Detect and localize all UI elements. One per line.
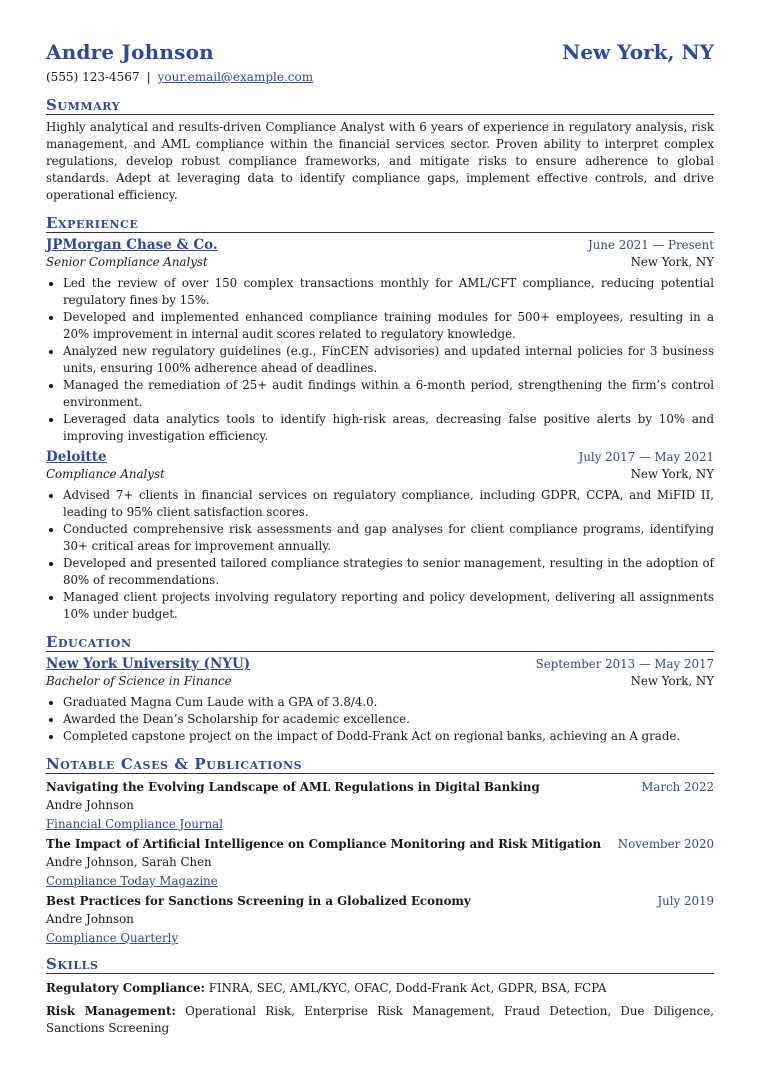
education-heading: Education [46,633,714,652]
bullet-item: • Developed and implemented enhanced compliance training modules for 500+ employees, resulting in a 20% improvement in internal audit scores related to regulatory knowledge. [63,309,714,343]
job-role: Compliance Analyst [46,467,165,481]
bullet-item: • Conducted comprehensive risk assessments and gap analyses for client compliance programs, identifying 30+ critical areas for improvement annually. [63,521,714,555]
publication-venue-link[interactable]: Compliance Today Magazine [46,874,218,888]
job-bullets [46,487,714,623]
phone-number: (555) 123-4567 [46,70,140,84]
publication-item [46,837,714,888]
skill-line [46,980,714,997]
education-entry [46,656,714,745]
skill-line [46,1003,714,1037]
publication-authors: Andre Johnson [46,798,134,812]
candidate-name: Andre Johnson [46,40,214,64]
job-bullets [46,275,714,445]
publication-venue-link[interactable]: Compliance Quarterly [46,931,179,945]
publication-title: Best Practices for Sanctions Screening in a Globalized Economy [46,894,471,908]
summary-heading: Summary [46,96,714,115]
header [46,40,714,64]
education-dates: September 2013 — May 2017 [535,657,714,671]
bullet-item: • Analyzed new regulatory guidelines (e.g., FinCEN advisories) and updated internal policies for 3 business units, ensuring 100% adherence ahead of deadlines. [63,343,714,377]
bullet-item: • Completed capstone project on the impact of Dodd-Frank Act on regional banks, achieving an A grade. [63,728,714,745]
publication-title: Navigating the Evolving Landscape of AML Regulations in Digital Banking [46,780,540,794]
skill-value: Operational Risk, Enterprise Risk Management, Fraud Detection, Due Diligence, Sanctions Screening [46,1004,714,1035]
publication-authors: Andre Johnson [46,912,134,926]
contact-separator: | [146,70,151,84]
job-entry [46,237,714,445]
job-entry [46,449,714,623]
bullet-item: • Managed client projects involving regulatory reporting and policy development, delivering all assignments 10% under budget. [63,589,714,623]
experience-heading: Experience [46,214,714,233]
job-org-link[interactable]: Deloitte [46,449,107,465]
degree: Bachelor of Science in Finance [46,674,232,688]
job-org-link[interactable]: JPMorgan Chase & Co. [46,237,218,253]
publication-title: The Impact of Artificial Intelligence on Compliance Monitoring and Risk Mitigation [46,837,602,851]
publication-authors: Andre Johnson, Sarah Chen [46,855,212,869]
skill-label: Risk Management: [46,1004,176,1018]
email-link[interactable]: your.email@example.com [157,70,314,84]
skill-value: FINRA, SEC, AML/KYC, OFAC, Dodd-Frank Act, GDPR, BSA, FCPA [208,981,607,995]
summary-text: Highly analytical and results-driven Compliance Analyst with 6 years of experience in regulatory analysis, risk management, and AML compliance within the financial services sector. Proven ability to interpret complex regulations, develop robust compliance frameworks, and mitigate risks to ensure adherence to global standards. Adept at leveraging data to identify compliance gaps, implement effective controls, and drive operational efficiency. [46,120,714,202]
skill-label: Regulatory Compliance: [46,981,205,995]
publication-venue-link[interactable]: Financial Compliance Journal [46,817,223,831]
publication-item [46,780,714,831]
bullet-item: • Awarded the Dean’s Scholarship for academic excellence. [63,711,714,728]
job-dates: June 2021 — Present [588,238,714,252]
publication-item [46,894,714,945]
job-dates: July 2017 — May 2021 [578,450,714,464]
bullet-item: • Graduated Magna Cum Laude with a GPA of 3.8/4.0. [63,694,714,711]
publications-heading: Notable Cases & Publications [46,755,714,774]
bullet-item: • Managed the remediation of 25+ audit findings within a 6-month period, strengthening the firm’s control environment. [63,377,714,411]
header-location: New York, NY [562,40,714,64]
job-location: New York, NY [630,255,714,269]
bullet-item: • Advised 7+ clients in financial services on regulatory compliance, including GDPR, CCPA, and MiFID II, leading to 95% client satisfaction scores. [63,487,714,521]
contact-line [46,70,714,84]
bullet-item: • Developed and presented tailored compliance strategies to senior management, resulting in the adoption of 80% of recommendations. [63,555,714,589]
education-bullets [46,694,714,745]
education-location: New York, NY [630,674,714,688]
publication-date: March 2022 [641,780,714,794]
bullet-item: • Led the review of over 150 complex transactions monthly for AML/CFT compliance, reducing potential regulatory fines by 15%. [63,275,714,309]
school-link[interactable]: New York University (NYU) [46,656,251,672]
job-location: New York, NY [630,467,714,481]
bullet-item: • Leveraged data analytics tools to identify high-risk areas, decreasing false positive alerts by 10% and improving investigation efficiency. [63,411,714,445]
job-role: Senior Compliance Analyst [46,255,208,269]
skills-heading: Skills [46,955,714,974]
publication-date: July 2019 [657,894,714,908]
publication-date: November 2020 [617,837,714,851]
